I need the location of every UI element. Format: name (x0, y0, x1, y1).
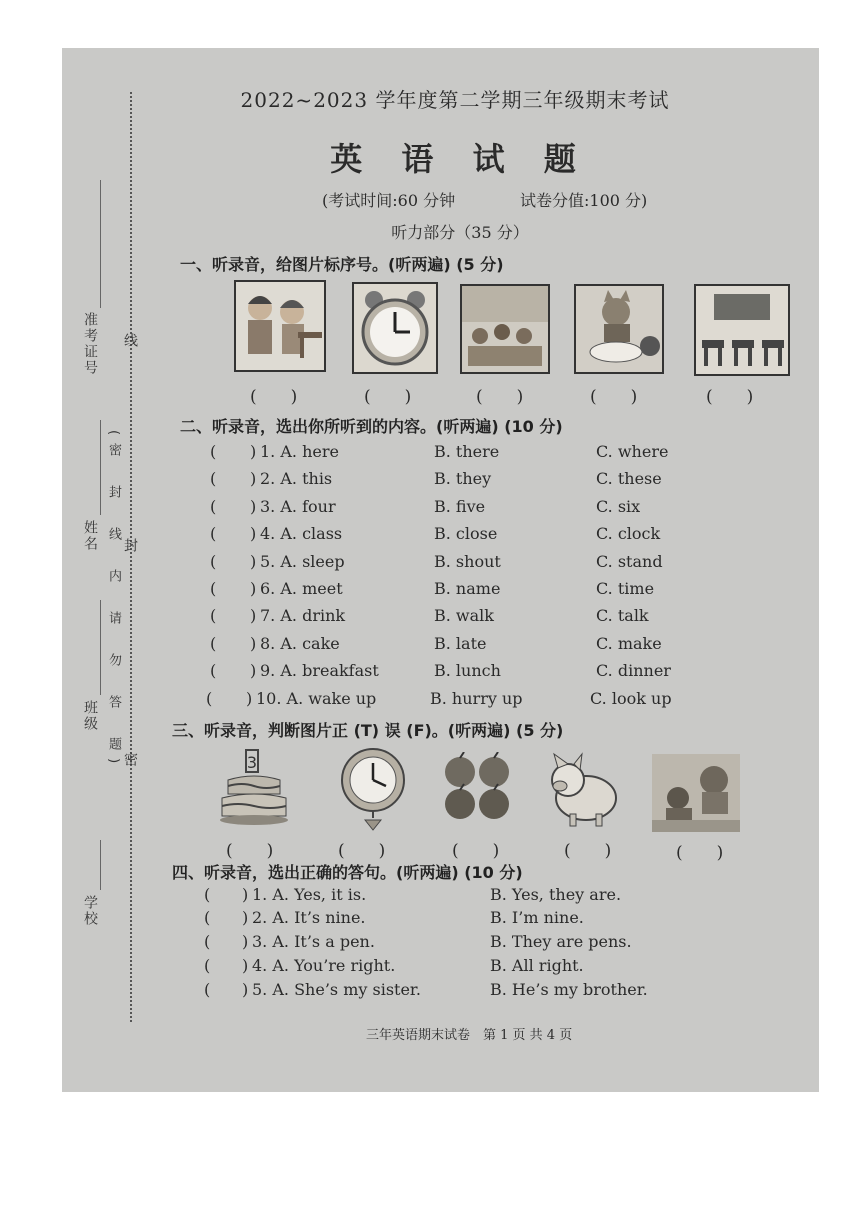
name-label: 姓名 (82, 520, 98, 552)
option-c: C. look up (590, 689, 672, 708)
s1-answer-5[interactable]: ( ) (706, 387, 754, 407)
cat-with-cake-picture (574, 284, 664, 374)
school-label: 学校 (82, 895, 98, 927)
option-b: B. I’m nine. (490, 908, 584, 927)
exam-time: (考试时间:60 分钟 (322, 191, 456, 210)
option-c: C. these (596, 469, 662, 488)
option-b: B. They are pens. (490, 932, 632, 951)
option-b: B. five (434, 497, 486, 516)
s3-answer-3[interactable]: ( ) (452, 841, 500, 861)
answer-paren-close: ) (242, 980, 249, 999)
four-apples-picture (442, 752, 514, 824)
birthday-cake-picture (218, 746, 290, 828)
s1-answer-2[interactable]: ( ) (364, 387, 412, 407)
exam-no-label: 准考证号 (82, 312, 98, 376)
option-a: 4. A. class (260, 524, 343, 543)
answer-paren-close: ) (250, 552, 257, 571)
answer-paren-open[interactable]: ( (210, 442, 217, 461)
option-a: 6. A. meet (260, 579, 343, 598)
exam-title: 2022~2023 学年度第二学期三年级期末考试 (240, 88, 670, 112)
class-blank (100, 600, 101, 695)
answer-paren-close: ) (250, 661, 257, 680)
s3-answer-2[interactable]: ( ) (338, 841, 386, 861)
boys-in-classroom-picture (234, 280, 326, 372)
answer-paren-open[interactable]: ( (210, 524, 217, 543)
alarm-clock-picture (352, 282, 438, 374)
answer-paren-open[interactable]: ( (210, 469, 217, 488)
answer-paren-close: ) (250, 634, 257, 653)
answer-paren-open[interactable]: ( (204, 908, 211, 927)
option-a: 8. A. cake (260, 634, 340, 653)
option-c: C. dinner (596, 661, 671, 680)
option-b: B. they (434, 469, 492, 488)
s2-question-row (210, 552, 810, 574)
option-b: B. Yes, they are. (490, 885, 622, 904)
section4-heading: 四、听录音，选出正确的答句。(听两遍) (10 分) (172, 863, 523, 882)
answer-paren-open[interactable]: ( (210, 661, 217, 680)
option-a: 5. A. She’s my sister. (252, 980, 421, 999)
exam-no-blank (100, 180, 101, 308)
option-c: C. clock (596, 524, 661, 543)
main-title: 英 语 试 题 (330, 140, 590, 178)
option-c: C. six (596, 497, 641, 516)
option-c: C. time (596, 579, 655, 598)
answer-paren-close: ) (250, 606, 257, 625)
s3-answer-1[interactable]: ( ) (226, 841, 274, 861)
option-b: B. close (434, 524, 498, 543)
option-c: C. talk (596, 606, 649, 625)
page-footer: 三年英语期末试卷 第 1 页 共 4 页 (366, 1028, 573, 1043)
s4-question-row (204, 885, 644, 907)
option-b: B. shout (434, 552, 501, 571)
option-a: 2. A. It’s nine. (252, 908, 366, 927)
answer-paren-open[interactable]: ( (210, 634, 217, 653)
section3-heading: 三、听录音，判断图片正 (T) 误 (F)。(听两遍) (5 分) (172, 721, 564, 740)
s1-answer-1[interactable]: ( ) (250, 387, 298, 407)
s4-question-row (204, 908, 644, 930)
s1-answer-3[interactable]: ( ) (476, 387, 524, 407)
section1-heading: 一、听录音，给图片标序号。(听两遍) (5 分) (180, 255, 504, 274)
answer-paren-open[interactable]: ( (210, 552, 217, 571)
option-a: 1. A. here (260, 442, 339, 461)
s4-question-row (204, 956, 644, 978)
option-a: 2. A. this (260, 469, 333, 488)
s2-question-row (210, 606, 810, 628)
option-a: 5. A. sleep (260, 552, 345, 571)
option-b: B. He’s my brother. (490, 980, 648, 999)
option-a: 7. A. drink (260, 606, 346, 625)
answer-paren-close: ) (242, 885, 249, 904)
answer-paren-open[interactable]: ( (210, 579, 217, 598)
s1-answer-4[interactable]: ( ) (590, 387, 638, 407)
answer-paren-open[interactable]: ( (204, 956, 211, 975)
answer-paren-close: ) (246, 689, 253, 708)
s2-question-row (210, 497, 810, 519)
s2-question-row (210, 579, 810, 601)
s2-question-row (210, 661, 810, 683)
option-b: B. All right. (490, 956, 584, 975)
option-a: 10. A. wake up (256, 689, 377, 708)
exam-score: 试卷分值:100 分) (520, 191, 648, 210)
answer-paren-open[interactable]: ( (204, 932, 211, 951)
birthday-party-picture (460, 284, 550, 374)
dogs-picture (652, 754, 740, 832)
flower-clock-picture (338, 746, 408, 832)
answer-paren-close: ) (242, 956, 249, 975)
answer-paren-open[interactable]: ( (204, 980, 211, 999)
name-blank (100, 420, 101, 515)
answer-paren-open[interactable]: ( (204, 885, 211, 904)
answer-paren-open[interactable]: ( (210, 497, 217, 516)
classroom-desks-picture (694, 284, 790, 376)
option-a: 3. A. It’s a pen. (252, 932, 375, 951)
option-a: 3. A. four (260, 497, 336, 516)
s3-answer-4[interactable]: ( ) (564, 841, 612, 861)
option-c: C. where (596, 442, 669, 461)
s2-question-row (210, 442, 810, 464)
s4-question-row (204, 932, 644, 954)
s2-question-row (206, 689, 806, 711)
answer-paren-close: ) (250, 497, 257, 516)
s2-question-row (210, 634, 810, 656)
school-blank (100, 840, 101, 890)
option-c: C. make (596, 634, 662, 653)
section2-heading: 二、听录音，选出你所听到的内容。(听两遍) (10 分) (180, 417, 563, 436)
option-b: B. walk (434, 606, 494, 625)
listening-part-label: 听力部分（35 分） (391, 223, 529, 242)
answer-paren-close: ) (250, 579, 257, 598)
option-b: B. hurry up (430, 689, 523, 708)
option-b: B. there (434, 442, 500, 461)
option-b: B. name (434, 579, 501, 598)
answer-paren-close: ) (250, 524, 257, 543)
option-b: B. lunch (434, 661, 501, 680)
seal-notice: (密 封 线 内 请 勿 答 题) (106, 430, 121, 772)
s2-question-row (210, 469, 810, 491)
class-label: 班级 (82, 700, 98, 732)
option-a: 9. A. breakfast (260, 661, 379, 680)
cake-candle-number: 3 (246, 753, 258, 772)
seal-mi: 密 (122, 752, 138, 768)
answer-paren-close: ) (242, 908, 249, 927)
answer-paren-close: ) (250, 469, 257, 488)
answer-paren-open[interactable]: ( (210, 606, 217, 625)
seal-xian: 线 (122, 333, 138, 349)
option-c: C. stand (596, 552, 663, 571)
s4-question-row (204, 980, 648, 1002)
s3-answer-5[interactable]: ( ) (676, 843, 724, 863)
option-b: B. late (434, 634, 487, 653)
answer-paren-close: ) (242, 932, 249, 951)
pig-picture (544, 750, 622, 830)
option-a: 4. A. You’re right. (252, 956, 396, 975)
seal-feng: 封 (122, 538, 138, 554)
answer-paren-close: ) (250, 442, 257, 461)
option-a: 1. A. Yes, it is. (252, 885, 367, 904)
s2-question-row (210, 524, 810, 546)
answer-paren-open[interactable]: ( (206, 689, 213, 708)
